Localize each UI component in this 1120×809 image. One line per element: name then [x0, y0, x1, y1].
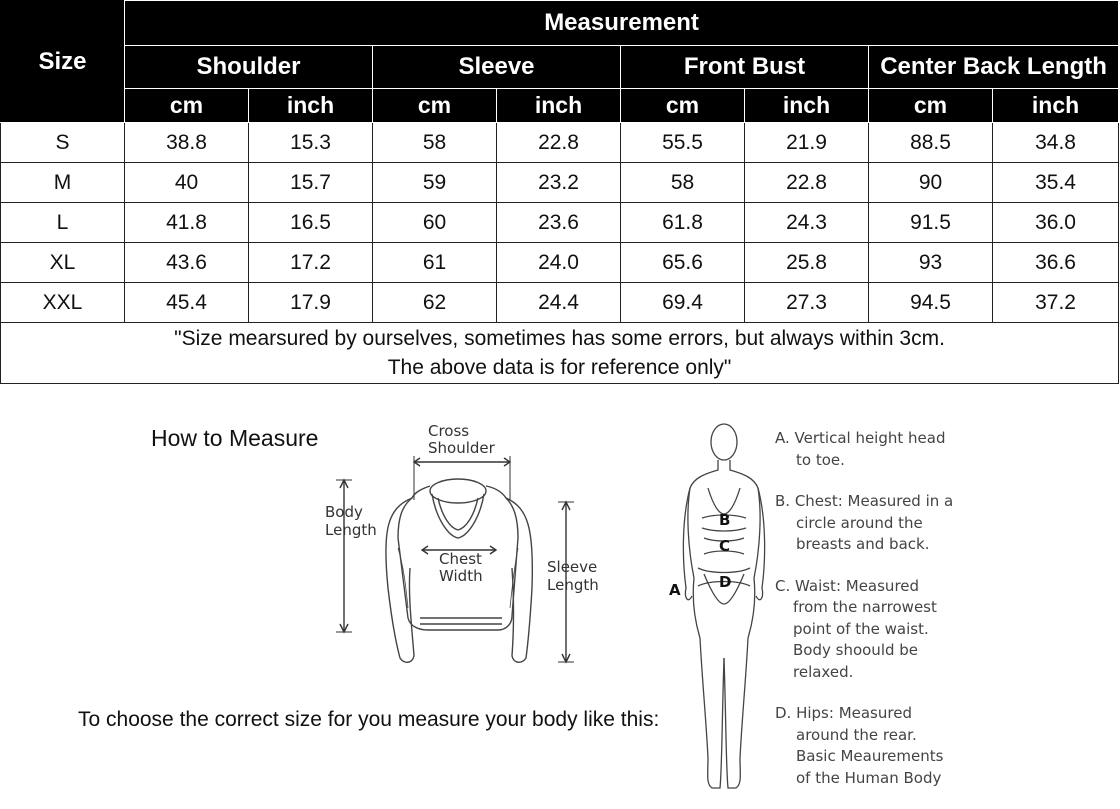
unit-header: cm [373, 89, 497, 123]
table-cell: 94.5 [869, 283, 993, 323]
unit-header: inch [993, 89, 1119, 123]
table-cell: 59 [373, 163, 497, 203]
measure-instruction: To choose the correct size for you measure your body like this: [78, 708, 660, 731]
definition-line: of the Human Body [796, 768, 942, 787]
table-row [1, 163, 1119, 203]
table-cell: 38.8 [125, 123, 249, 163]
table-cell: 24.3 [745, 203, 869, 243]
unit-header: inch [745, 89, 869, 123]
table-cell: 23.6 [497, 203, 621, 243]
table-cell: 40 [125, 163, 249, 203]
measurement-definitions [775, 428, 1075, 809]
definition-item [775, 491, 1075, 556]
table-row [1, 243, 1119, 283]
definition-line: breasts and back. [796, 535, 930, 553]
table-cell: 61 [373, 243, 497, 283]
definition-line: circle around the [796, 513, 923, 532]
table-cell: 34.8 [993, 123, 1119, 163]
table-cell: 25.8 [745, 243, 869, 283]
size-note [1, 323, 1119, 384]
table-cell: 62 [373, 283, 497, 323]
table-cell: 15.3 [249, 123, 373, 163]
table-cell: 36.6 [993, 243, 1119, 283]
table-cell: 23.2 [497, 163, 621, 203]
table-cell: 27.3 [745, 283, 869, 323]
table-row [1, 203, 1119, 243]
table-cell: 58 [373, 123, 497, 163]
table-cell: 22.8 [497, 123, 621, 163]
unit-header: cm [869, 89, 993, 123]
table-row [1, 123, 1119, 163]
definition-line: B. Chest: Measured in a [775, 492, 954, 510]
figure-letter-a: A [669, 581, 681, 599]
sweater-measure-diagram [318, 418, 618, 678]
note-line: "Size mearsured by ourselves, sometimes has some errors, but always within 3cm. [174, 327, 945, 350]
table-cell: 35.4 [993, 163, 1119, 203]
table-cell: 93 [869, 243, 993, 283]
size-cell: M [1, 163, 125, 203]
table-cell: 15.7 [249, 163, 373, 203]
table-cell: 21.9 [745, 123, 869, 163]
unit-header: inch [497, 89, 621, 123]
measurement-header: Measurement [125, 1, 1119, 46]
definition-item [775, 576, 1075, 684]
group-header-shoulder: Shoulder [125, 46, 373, 89]
unit-header: cm [621, 89, 745, 123]
group-header-center-back-length: Center Back Length [869, 46, 1119, 89]
note-row [1, 323, 1119, 384]
definition-item [775, 428, 1075, 471]
figure-letter-b: B [719, 511, 731, 529]
figure-letter-d: D [719, 573, 732, 591]
label-body-length: Body [325, 503, 363, 521]
body-figure-diagram [664, 418, 774, 798]
unit-header: cm [125, 89, 249, 123]
table-cell: 58 [621, 163, 745, 203]
label-sleeve-length: Length [547, 576, 599, 594]
table-cell: 17.2 [249, 243, 373, 283]
human-body-outline [683, 424, 764, 788]
label-chest-width: Chest [439, 550, 482, 568]
table-cell: 17.9 [249, 283, 373, 323]
how-to-measure-title: How to Measure [151, 425, 319, 451]
definition-line: A. Vertical height head [775, 429, 946, 447]
size-cell: L [1, 203, 125, 243]
label-sleeve-length: Sleeve [547, 558, 598, 576]
size-column-header: Size [1, 1, 125, 123]
table-row [1, 283, 1119, 323]
table-cell: 91.5 [869, 203, 993, 243]
table-cell: 60 [373, 203, 497, 243]
table-cell: 61.8 [621, 203, 745, 243]
table-cell: 90 [869, 163, 993, 203]
table-cell: 55.5 [621, 123, 745, 163]
table-cell: 88.5 [869, 123, 993, 163]
unit-header: inch [249, 89, 373, 123]
label-chest-width: Width [439, 567, 483, 585]
definition-line: point of the waist. [793, 619, 929, 638]
size-cell: XXL [1, 283, 125, 323]
table-cell: 24.4 [497, 283, 621, 323]
definition-line: around the rear. [796, 725, 917, 744]
group-header-front-bust: Front Bust [621, 46, 869, 89]
group-header-sleeve: Sleeve [373, 46, 621, 89]
definition-line: Body shoould be [793, 641, 919, 659]
note-line: The above data is for reference only" [387, 356, 732, 379]
size-cell: XL [1, 243, 125, 283]
definition-line: C. Waist: Measured [775, 576, 920, 595]
definition-item [775, 703, 1075, 789]
size-cell: S [1, 123, 125, 163]
table-cell: 41.8 [125, 203, 249, 243]
table-cell: 43.6 [125, 243, 249, 283]
table-cell: 16.5 [249, 203, 373, 243]
table-cell: 36.0 [993, 203, 1119, 243]
table-cell: 37.2 [993, 283, 1119, 323]
figure-letter-c: C [719, 537, 731, 555]
label-body-length: Length [325, 521, 377, 539]
size-chart-table [0, 0, 1119, 384]
table-cell: 45.4 [125, 283, 249, 323]
definition-line: D. Hips: Measured [775, 704, 912, 722]
table-cell: 65.6 [621, 243, 745, 283]
table-cell: 24.0 [497, 243, 621, 283]
label-cross-shoulder: Shoulder [428, 439, 495, 457]
table-cell: 22.8 [745, 163, 869, 203]
table-cell: 69.4 [621, 283, 745, 323]
definition-line: relaxed. [793, 662, 854, 681]
definition-line: from the narrowest [793, 598, 937, 616]
label-cross-shoulder: Cross [428, 422, 470, 440]
definition-line: Basic Meaurements [796, 747, 944, 765]
definition-line: to toe. [796, 450, 845, 469]
